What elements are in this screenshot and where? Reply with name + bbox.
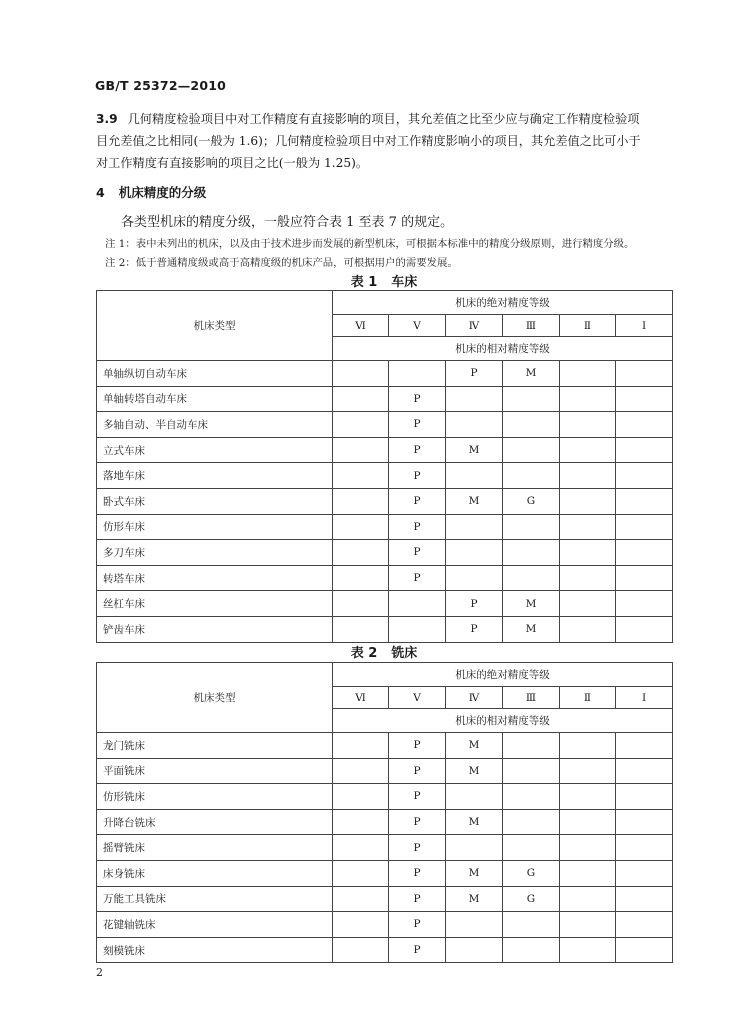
grade-cell: [333, 361, 389, 387]
grade-cell: [616, 912, 673, 938]
grade-header: Ⅵ: [333, 315, 389, 337]
grade-cell: [560, 733, 616, 759]
header-row-absolute: [97, 663, 673, 687]
table-row: [97, 386, 673, 412]
grade-cell: [333, 809, 389, 835]
machine-name: 刻模铣床: [97, 937, 333, 963]
table-row: [97, 540, 673, 566]
grade-cell: [616, 412, 673, 438]
table-row: [97, 437, 673, 463]
machine-name: 丝杠车床: [97, 591, 333, 617]
machine-name: 万能工具铣床: [97, 886, 333, 912]
table-row: [97, 758, 673, 784]
header-absolute-grade: 机床的绝对精度等级: [333, 291, 673, 315]
table-row: [97, 733, 673, 759]
grade-cell: [333, 758, 389, 784]
grade-cell: M: [503, 591, 560, 617]
grade-cell: [333, 565, 389, 591]
grade-cell: P: [389, 809, 446, 835]
table-row: [97, 937, 673, 963]
grade-cell: [560, 463, 616, 489]
header-machine-type: 机床类型: [97, 663, 333, 733]
grade-cell: [616, 437, 673, 463]
grade-cell: [333, 514, 389, 540]
table-row: [97, 912, 673, 938]
grade-cell: [333, 463, 389, 489]
grade-cell: [560, 809, 616, 835]
table-row: [97, 412, 673, 438]
grade-cell: [560, 835, 616, 861]
grade-cell: [446, 463, 503, 489]
grade-cell: G: [503, 488, 560, 514]
grade-cell: M: [446, 488, 503, 514]
grade-cell: [616, 514, 673, 540]
machine-name: 落地车床: [97, 463, 333, 489]
intro-paragraph: 各类型机床的精度分级，一般应符合表 1 至表 7 的规定。: [121, 215, 454, 230]
clause-number: 3.9: [96, 112, 118, 126]
grade-cell: [446, 386, 503, 412]
grade-cell: M: [503, 361, 560, 387]
table-row: [97, 488, 673, 514]
table-1-label: 表 1: [350, 275, 378, 290]
grade-cell: [333, 860, 389, 886]
machine-name: 升降台铣床: [97, 809, 333, 835]
grade-header: Ⅵ: [333, 687, 389, 709]
grade-cell: [446, 514, 503, 540]
grade-cell: [503, 733, 560, 759]
grade-cell: [560, 488, 616, 514]
grade-cell: [560, 412, 616, 438]
machine-name: 多轴自动、半自动车床: [97, 412, 333, 438]
machine-name: 摇臂铣床: [97, 835, 333, 861]
grade-header: Ⅳ: [446, 687, 503, 709]
grade-cell: [616, 784, 673, 810]
machine-name: 多刀车床: [97, 540, 333, 566]
grade-cell: [446, 912, 503, 938]
page-number: 2: [96, 966, 103, 979]
table-row: [97, 860, 673, 886]
grade-cell: [560, 860, 616, 886]
grade-cell: [503, 514, 560, 540]
grade-cell: P: [389, 488, 446, 514]
table-row: [97, 514, 673, 540]
grade-cell: [446, 540, 503, 566]
table-row: [97, 616, 673, 642]
grade-cell: [333, 437, 389, 463]
grade-header: Ⅱ: [560, 315, 616, 337]
grade-cell: [560, 565, 616, 591]
grade-cell: [503, 912, 560, 938]
table-row: [97, 591, 673, 617]
grade-cell: [560, 886, 616, 912]
grade-header: Ⅲ: [503, 687, 560, 709]
grade-cell: M: [446, 886, 503, 912]
machine-name: 仿形铣床: [97, 784, 333, 810]
grade-cell: P: [389, 860, 446, 886]
grade-cell: M: [446, 758, 503, 784]
table-milling: [96, 662, 673, 963]
grade-cell: [616, 488, 673, 514]
clause-line-1: 几何精度检验项目中对工作精度有直接影响的项目，其允差值之比至少应与确定工作精度检验项: [127, 112, 640, 126]
grade-cell: [616, 860, 673, 886]
grade-cell: M: [446, 809, 503, 835]
grade-cell: P: [389, 733, 446, 759]
grade-cell: [503, 565, 560, 591]
grade-cell: [560, 437, 616, 463]
grade-cell: P: [446, 361, 503, 387]
table-row: [97, 809, 673, 835]
grade-cell: [616, 540, 673, 566]
machine-name: 龙门铣床: [97, 733, 333, 759]
document-id: GB/T 25372—2010: [95, 78, 227, 93]
header-relative-grade: 机床的相对精度等级: [333, 709, 673, 733]
grade-cell: [560, 912, 616, 938]
note-2: 注 2：低于普通精度级或高于高精度级的机床产品，可根据用户的需要发展。: [105, 257, 458, 269]
grade-cell: [616, 886, 673, 912]
grade-cell: [560, 758, 616, 784]
grade-cell: [560, 540, 616, 566]
grade-cell: [503, 758, 560, 784]
grade-cell: [503, 463, 560, 489]
grade-cell: [503, 437, 560, 463]
table-row: [97, 361, 673, 387]
table-lathes: [96, 290, 673, 643]
grade-cell: [333, 412, 389, 438]
header-absolute-grade: 机床的绝对精度等级: [333, 663, 673, 687]
grade-cell: [503, 412, 560, 438]
machine-name: 单轴转塔自动车床: [97, 386, 333, 412]
grade-header: Ⅲ: [503, 315, 560, 337]
grade-cell: [503, 937, 560, 963]
grade-cell: [616, 565, 673, 591]
grade-cell: [560, 361, 616, 387]
grade-cell: [446, 937, 503, 963]
grade-cell: [616, 809, 673, 835]
grade-cell: [616, 361, 673, 387]
grade-cell: [616, 463, 673, 489]
grade-cell: [616, 386, 673, 412]
grade-cell: P: [389, 540, 446, 566]
grade-header: Ⅴ: [389, 687, 446, 709]
grade-cell: [560, 937, 616, 963]
grade-cell: P: [389, 784, 446, 810]
grade-cell: [503, 809, 560, 835]
grade-cell: G: [503, 886, 560, 912]
grade-header: Ⅴ: [389, 315, 446, 337]
table-row: [97, 886, 673, 912]
grade-cell: [333, 488, 389, 514]
grade-header: Ⅰ: [616, 315, 673, 337]
clause-line-2: 目允差值之比相同(一般为 1.6)；几何精度检验项目中对工作精度影响小的项目，其允差值之比可小于: [96, 134, 641, 148]
grade-cell: P: [389, 937, 446, 963]
machine-name: 仿形车床: [97, 514, 333, 540]
grade-cell: [446, 412, 503, 438]
section-title: 机床精度的分级: [118, 185, 207, 200]
grade-cell: [333, 540, 389, 566]
grade-cell: M: [446, 860, 503, 886]
grade-cell: [503, 540, 560, 566]
machine-name: 单轴纵切自动车床: [97, 361, 333, 387]
grade-cell: [333, 616, 389, 642]
table-1-caption: [96, 271, 672, 290]
machine-name: 平面铣床: [97, 758, 333, 784]
grade-cell: P: [446, 616, 503, 642]
grade-cell: M: [446, 437, 503, 463]
grade-cell: P: [389, 565, 446, 591]
grade-cell: [503, 835, 560, 861]
grade-cell: [333, 386, 389, 412]
grade-cell: [333, 886, 389, 912]
grade-cell: P: [389, 412, 446, 438]
machine-name: 立式车床: [97, 437, 333, 463]
grade-cell: P: [389, 386, 446, 412]
grade-header: Ⅳ: [446, 315, 503, 337]
grade-cell: [616, 616, 673, 642]
grade-cell: [560, 591, 616, 617]
grade-cell: [616, 733, 673, 759]
grade-cell: P: [446, 591, 503, 617]
header-machine-type: 机床类型: [97, 291, 333, 361]
grade-cell: P: [389, 886, 446, 912]
machine-name: 铲齿车床: [97, 616, 333, 642]
grade-header: Ⅰ: [616, 687, 673, 709]
grade-cell: [333, 912, 389, 938]
note-1: 注 1：表中未列出的机床，以及由于技术进步而发展的新型机床，可根据本标准中的精度分级原则，进行精度分级。: [105, 238, 635, 250]
table-1-title: 车床: [391, 275, 418, 290]
grade-cell: M: [446, 733, 503, 759]
grade-cell: P: [389, 758, 446, 784]
grade-cell: P: [389, 835, 446, 861]
clause-3-9: [96, 108, 670, 174]
grade-cell: [389, 361, 446, 387]
grade-cell: [333, 937, 389, 963]
grade-cell: P: [389, 437, 446, 463]
table-2-caption: [96, 642, 672, 661]
grade-cell: [616, 835, 673, 861]
machine-name: 卧式车床: [97, 488, 333, 514]
grade-cell: [503, 386, 560, 412]
clause-line-3: 对工作精度有直接影响的项目之比(一般为 1.25)。: [96, 156, 369, 170]
header-relative-grade: 机床的相对精度等级: [333, 337, 673, 361]
grade-cell: [446, 835, 503, 861]
table-row: [97, 784, 673, 810]
header-row-absolute: [97, 291, 673, 315]
machine-name: 床身铣床: [97, 860, 333, 886]
grade-cell: [616, 591, 673, 617]
grade-cell: [333, 784, 389, 810]
table-row: [97, 835, 673, 861]
grade-cell: P: [389, 912, 446, 938]
section-heading: [96, 183, 206, 201]
grade-cell: [446, 784, 503, 810]
grade-cell: [560, 386, 616, 412]
grade-cell: [616, 937, 673, 963]
table-2-title: 铣床: [391, 646, 418, 661]
grade-cell: [560, 784, 616, 810]
grade-cell: [616, 758, 673, 784]
grade-cell: [389, 591, 446, 617]
machine-name: 花键轴铣床: [97, 912, 333, 938]
grade-cell: G: [503, 860, 560, 886]
grade-cell: [560, 514, 616, 540]
grade-cell: [560, 616, 616, 642]
section-number: 4: [96, 185, 105, 200]
grade-cell: [333, 591, 389, 617]
grade-cell: [503, 784, 560, 810]
table-row: [97, 565, 673, 591]
table-2-label: 表 2: [350, 646, 378, 661]
grade-cell: [389, 616, 446, 642]
table-row: [97, 463, 673, 489]
grade-cell: M: [503, 616, 560, 642]
grade-cell: [446, 565, 503, 591]
grade-cell: [333, 835, 389, 861]
grade-cell: [333, 733, 389, 759]
grade-cell: P: [389, 514, 446, 540]
grade-cell: P: [389, 463, 446, 489]
machine-name: 转塔车床: [97, 565, 333, 591]
grade-header: Ⅱ: [560, 687, 616, 709]
